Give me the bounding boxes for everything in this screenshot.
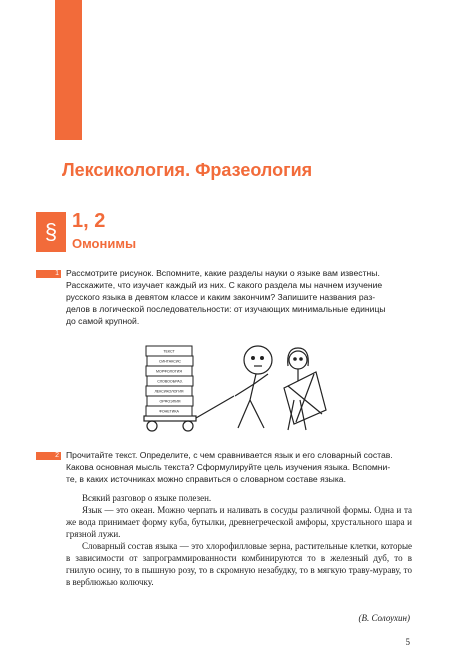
quote-paragraph: Всякий разговор о языке полезен. (82, 493, 212, 503)
quote-paragraph: Словарный состав языка — это хлорофилловые зерна, растительные клетки, которые в зависимости от запрограммированности комбинируются то в железный дуб, то в гнилую осину, то в пышную розу, то в скромную незабудку, то в мягкую траву-мураву, то в верблюжью колючку. (66, 541, 412, 587)
task-text-1 (66, 267, 412, 327)
chapter-accent-bar (55, 0, 82, 140)
task-number-2: 2 (36, 452, 61, 460)
book-label: СЛОВООБРАЗ. (157, 379, 183, 384)
chapter-title: Лексикология. Фразеология (62, 160, 313, 180)
text-line: делов в логической последовательности: от изучающих минимальные единицы (66, 304, 386, 314)
page-number: 5 (405, 637, 410, 647)
task-number-1: 1 (36, 270, 61, 278)
section-number: 1, 2 (72, 210, 106, 232)
text-line: Расскажите, что изучает каждый из них. С какого раздела мы начнем изучение (66, 280, 383, 290)
quote-paragraph: Язык — это океан. Можно черпать и наливать в сосуды различной формы. Одна и та же вода принимает форму куба, бутылки, древнегреческой амфоры, хрустального шара и грязной лужи. (66, 505, 412, 539)
book-label: ТЕКСТ (163, 349, 175, 354)
text-line: те, в каких источниках можно справиться о словарном составе языка. (66, 474, 346, 484)
text-line: русского языка в девятом классе и каким закончим? Запишите названия раз- (66, 292, 376, 302)
text-line: до самой крупной. (66, 316, 140, 326)
quote-text (66, 492, 412, 588)
quote-author: (В. Солоухин) (358, 613, 410, 623)
text-line: Прочитайте текст. Определите, с чем сравнивается язык и его словарный состав. (66, 450, 393, 460)
book-label: ОРФОЭПИЯ (159, 399, 181, 404)
text-line: Рассмотрите рисунок. Вспомните, какие разделы науки о языке вам известны. (66, 268, 380, 278)
task-text-2 (66, 449, 412, 485)
text-line: Какова основная мысль текста? Сформулируйте цель изучения языка. Вспомни- (66, 462, 391, 472)
book-label: МОРФОЛОГИЯ (156, 369, 182, 374)
book-label: ЛЕКСИКОЛОГИЯ (154, 389, 184, 394)
book-label: ФОНЕТИКА (159, 409, 179, 414)
illustration (138, 340, 344, 434)
section-title: Омонимы (72, 236, 137, 251)
section-symbol: § (36, 212, 66, 252)
book-label: СИНТАКСИС (158, 359, 182, 364)
